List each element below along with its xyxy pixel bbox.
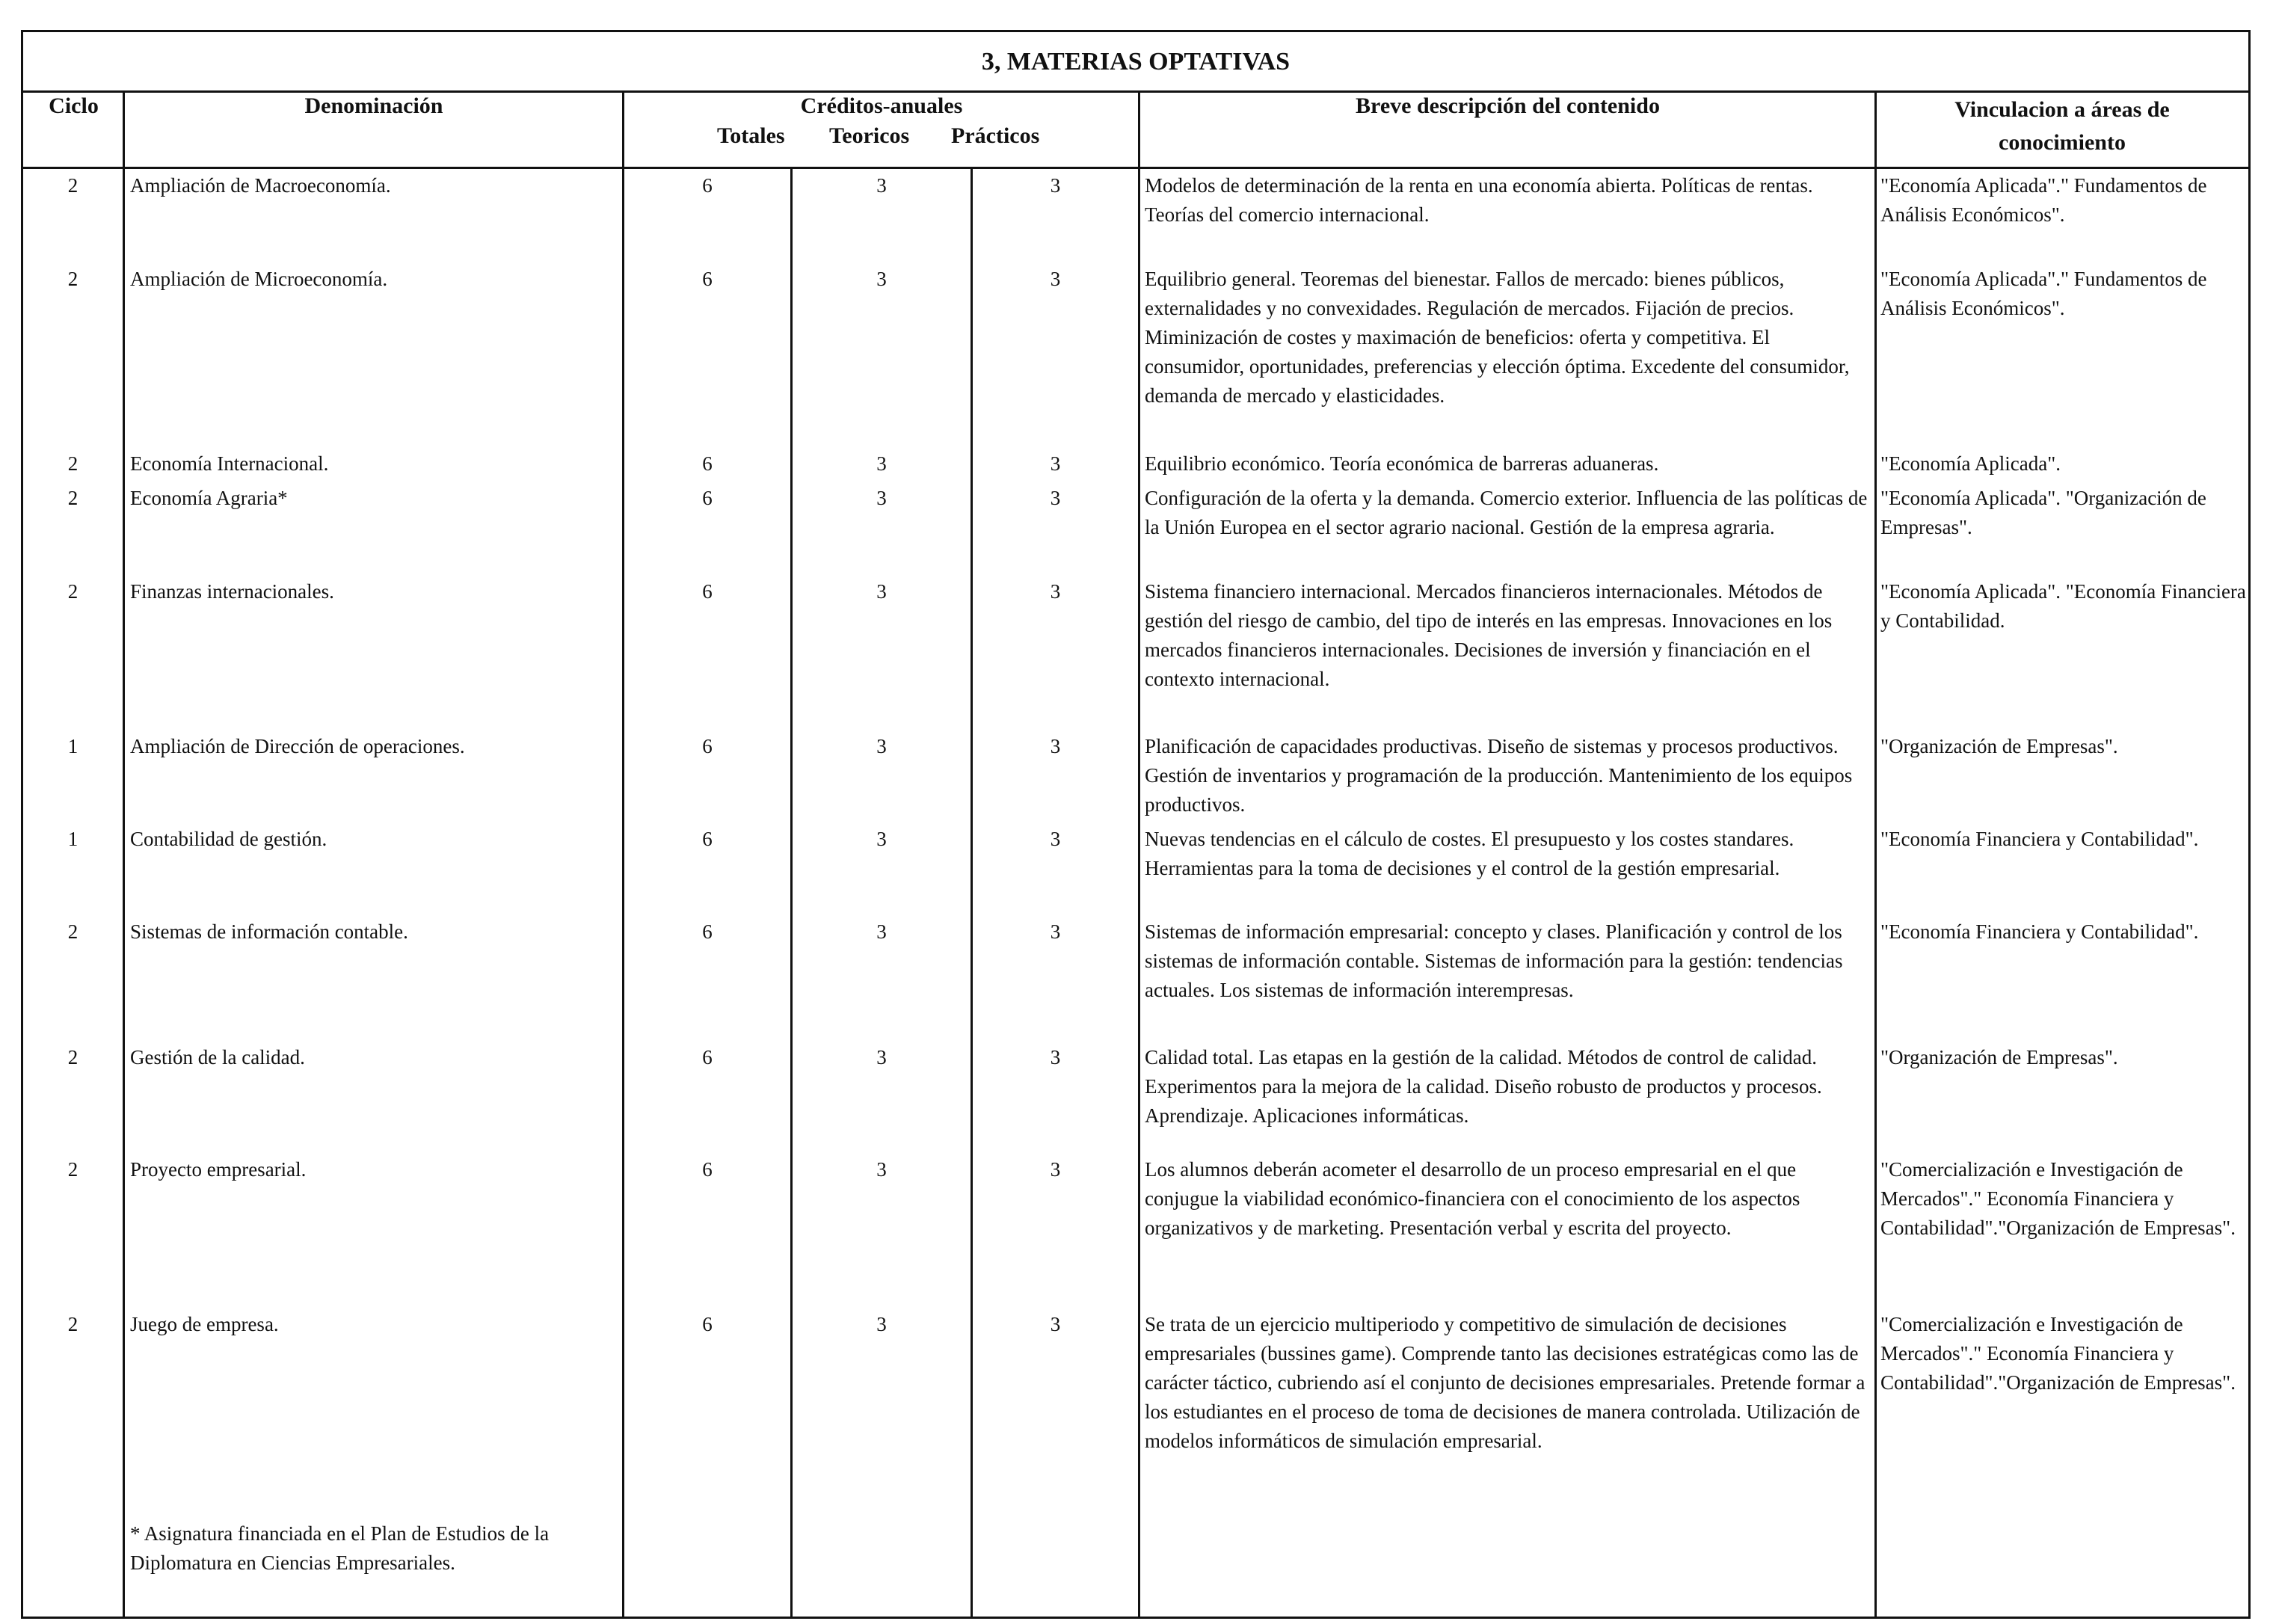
row-10-vinculacion: "Comercialización e Investigación de Mercados"." Economía Financiera y Contabilidad"."Organización de Empresas". [1880, 1158, 2236, 1239]
row-7-denominacion: Contabilidad de gestión. [130, 828, 327, 850]
row-8-denominacion: Sistemas de información contable. [130, 920, 408, 943]
row-7-descripcion: Nuevas tendencias en el cálculo de costes. El presupuesto y los costes standares. Herramientas para la toma de decisiones y el control de la gestión empresarial. [1145, 828, 1794, 879]
row-5-ciclo: 2 [67, 580, 79, 603]
header-creditos: Créditos-anuales Totales Teoricos Prácticos [624, 90, 1139, 169]
row-6-ciclo: 1 [67, 735, 79, 757]
row-3-practicos: 3 [1050, 452, 1061, 475]
row-9-ciclo: 2 [67, 1046, 79, 1068]
row-10-denominacion: Proyecto empresarial. [130, 1158, 307, 1181]
row-1-denominacion: Ampliación de Macroeconomía. [130, 174, 391, 197]
row-4-totales: 6 [702, 487, 713, 509]
row-9-totales: 6 [702, 1046, 713, 1068]
row-11-denominacion: Juego de empresa. [130, 1313, 279, 1335]
row-6-totales: 6 [702, 735, 713, 757]
row-10-practicos: 3 [1050, 1158, 1061, 1181]
footnote: * Asignatura financiada en el Plan de Estudios de la Diplomatura en Ciencias Empresariales. [130, 1522, 550, 1574]
row-9-teoricos: 3 [876, 1046, 887, 1068]
row-5-denominacion: Finanzas internacionales. [130, 580, 334, 603]
row-8-practicos: 3 [1050, 920, 1061, 943]
row-3-denominacion: Economía Internacional. [130, 452, 329, 475]
row-6-descripcion: Planificación de capacidades productivas. Diseño de sistemas y procesos productivos. Gestión de inventarios y programación de la producción. Mantenimiento de los equipos productivos. [1145, 735, 1853, 816]
row-4-ciclo: 2 [67, 487, 79, 509]
row-8-totales: 6 [702, 920, 713, 943]
row-7-vinculacion: "Economía Financiera y Contabilidad". [1880, 828, 2199, 850]
row-6-teoricos: 3 [876, 735, 887, 757]
header-descripcion: Breve descripción del contenido [1139, 90, 1876, 169]
header-totales: Totales [717, 123, 785, 148]
row-6-practicos: 3 [1050, 735, 1061, 757]
row-11-totales: 6 [702, 1313, 713, 1335]
row-2-denominacion: Ampliación de Microeconomía. [130, 268, 388, 290]
row-5-practicos: 3 [1050, 580, 1061, 603]
row-3-ciclo: 2 [67, 452, 79, 475]
row-10-descripcion: Los alumnos deberán acometer el desarrollo de un proceso empresarial en el que conjugue la viabilidad económico-financiera con el conocimiento de los aspectos organizativos y de marketing. Presentación verbal y escrita del proyecto. [1145, 1158, 1800, 1239]
row-5-teoricos: 3 [876, 580, 887, 603]
row-1-practicos: 3 [1050, 174, 1061, 197]
row-3-vinculacion: "Economía Aplicada". [1880, 452, 2061, 475]
header-practicos: Prácticos [951, 123, 1040, 148]
row-4-vinculacion: "Economía Aplicada". "Organización de Empresas". [1880, 487, 2206, 538]
row-2-totales: 6 [702, 268, 713, 290]
row-1-descripcion: Modelos de determinación de la renta en una economía abierta. Políticas de rentas. Teorías del comercio internacional. [1145, 174, 1813, 226]
row-4-practicos: 3 [1050, 487, 1061, 509]
row-11-practicos: 3 [1050, 1313, 1061, 1335]
row-10-teoricos: 3 [876, 1158, 887, 1181]
row-5-vinculacion: "Economía Aplicada". "Economía Financiera y Contabilidad. [1880, 580, 2246, 632]
divider-after-teoricos [971, 167, 973, 1617]
table-title: 3, MATERIAS OPTATIVAS [23, 32, 2248, 93]
row-11-vinculacion: "Comercialización e Investigación de Mercados"." Economía Financiera y Contabilidad"."Organización de Empresas". [1880, 1313, 2236, 1394]
row-1-totales: 6 [702, 174, 713, 197]
row-8-teoricos: 3 [876, 920, 887, 943]
row-2-teoricos: 3 [876, 268, 887, 290]
row-3-descripcion: Equilibrio económico. Teoría económica de barreras aduaneras. [1145, 452, 1659, 475]
row-9-descripcion: Calidad total. Las etapas en la gestión de la calidad. Métodos de control de calidad. Experimentos para la mejora de la calidad. Diseño robusto de productos y procesos. Aprendizaje. Aplicaciones informáticas. [1145, 1046, 1822, 1127]
row-1-teoricos: 3 [876, 174, 887, 197]
divider-after-ciclo [123, 90, 125, 1617]
row-1-vinculacion: "Economía Aplicada"." Fundamentos de Análisis Económicos". [1880, 174, 2207, 226]
row-7-totales: 6 [702, 828, 713, 850]
row-11-descripcion: Se trata de un ejercicio multiperiodo y competitivo de simulación de decisiones empresariales (bussines game). Comprende tanto las decisiones estratégicas como las de carácter táctico, cubriendo así el conjunto de decisiones empresariales. Pretende formar a los estudiantes en el proceso de toma de decisiones de manera controlada. Utilización de modelos informáticos de simulación empresarial. [1145, 1313, 1865, 1452]
row-2-ciclo: 2 [67, 268, 79, 290]
divider-after-creditos [1138, 90, 1140, 1617]
row-8-descripcion: Sistemas de información empresarial: concepto y clases. Planificación y control de los sistemas de información contable. Sistemas de información para la gestión: tendencias actuales. Los sistemas de información interempresas. [1145, 920, 1843, 1001]
row-5-descripcion: Sistema financiero internacional. Mercados financieros internacionales. Métodos de gestión del riesgo de cambio, del tipo de interés en las empresas. Innovaciones en los mercados financieros internacionales. Decisiones de inversión y financiación en el contexto internacional. [1145, 580, 1833, 690]
header-ciclo: Ciclo [23, 90, 124, 169]
row-11-ciclo: 2 [67, 1313, 79, 1335]
row-4-teoricos: 3 [876, 487, 887, 509]
row-2-vinculacion: "Economía Aplicada"." Fundamentos de Análisis Económicos". [1880, 268, 2207, 319]
row-8-vinculacion: "Economía Financiera y Contabilidad". [1880, 920, 2199, 943]
row-2-practicos: 3 [1050, 268, 1061, 290]
row-3-totales: 6 [702, 452, 713, 475]
row-3-teoricos: 3 [876, 452, 887, 475]
row-6-vinculacion: "Organización de Empresas". [1880, 735, 2118, 757]
row-4-descripcion: Configuración de la oferta y la demanda. Comercio exterior. Influencia de las políticas de la Unión Europea en el sector agrario nacional. Gestión de la empresa agraria. [1145, 487, 1868, 538]
header-denominacion: Denominación [124, 90, 624, 169]
row-6-denominacion: Ampliación de Dirección de operaciones. [130, 735, 465, 757]
header-teoricos: Teoricos [829, 123, 910, 148]
row-8-ciclo: 2 [67, 920, 79, 943]
row-4-denominacion: Economía Agraria* [130, 487, 288, 509]
row-9-denominacion: Gestión de la calidad. [130, 1046, 305, 1068]
divider-after-totales [790, 167, 793, 1617]
row-7-practicos: 3 [1050, 828, 1061, 850]
row-9-vinculacion: "Organización de Empresas". [1880, 1046, 2118, 1068]
row-9-practicos: 3 [1050, 1046, 1061, 1068]
optional-subjects-table [21, 30, 2251, 1619]
row-10-ciclo: 2 [67, 1158, 79, 1181]
row-2-descripcion: Equilibrio general. Teoremas del bienestar. Fallos de mercado: bienes públicos, externalidades y no convexidades. Regulación de mercados. Fijación de precios. Miminización de costes y maximación de beneficios: oferta y competitiva. El consumidor, oportunidades, preferencias y elección óptima. Excedente del consumidor, demanda de mercado y elasticidades. [1145, 268, 1850, 407]
row-10-totales: 6 [702, 1158, 713, 1181]
row-1-ciclo: 2 [67, 174, 79, 197]
row-11-teoricos: 3 [876, 1313, 887, 1335]
row-7-teoricos: 3 [876, 828, 887, 850]
row-7-ciclo: 1 [67, 828, 79, 850]
header-vinculacion: Vinculacion a áreas de conocimiento [1876, 90, 2248, 169]
row-5-totales: 6 [702, 580, 713, 603]
divider-after-descripcion [1874, 90, 1877, 1617]
